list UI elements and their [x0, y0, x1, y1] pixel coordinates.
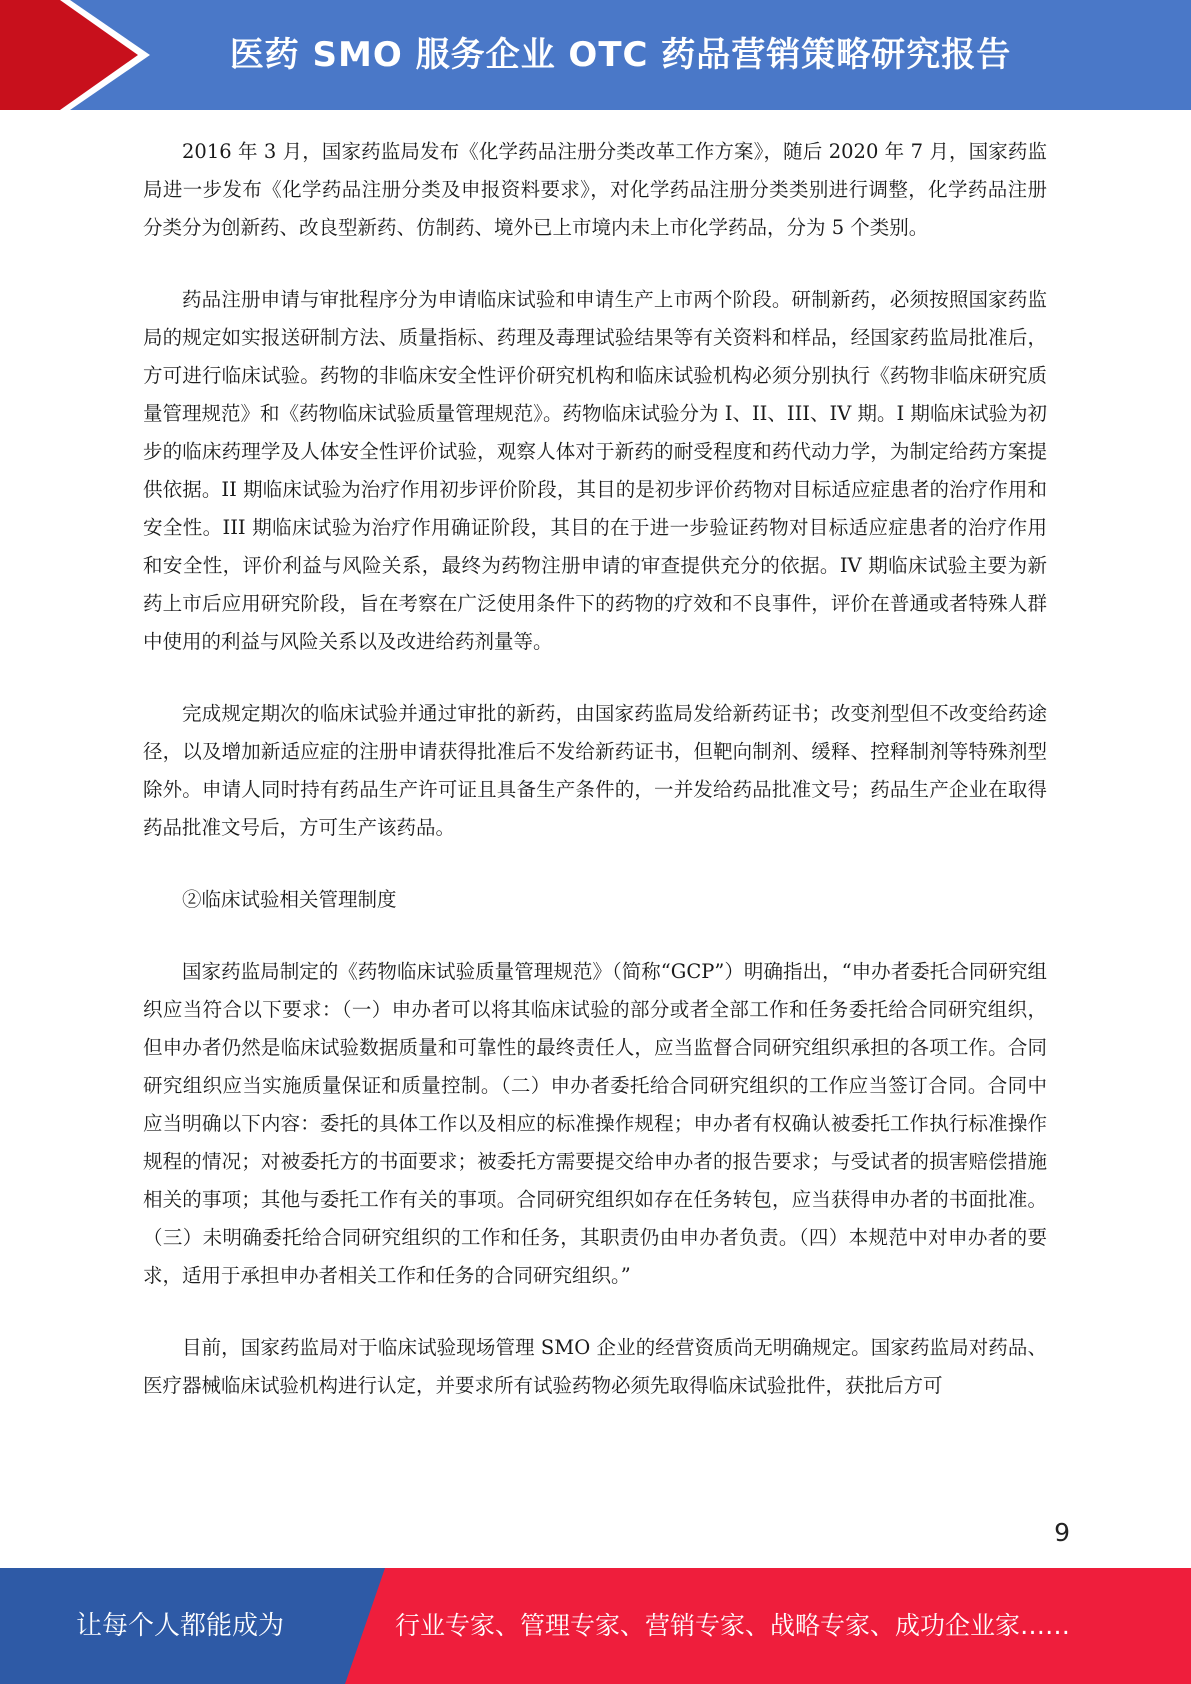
document-body	[143, 133, 1047, 1439]
paragraph: 2016 年 3 月，国家药监局发布《化学药品注册分类改革工作方案》，随后 2020 年 7 月，国家药监局进一步发布《化学药品注册分类及申报资料要求》，对化学药品注册分类类别进行调整，化学药品注册分类分为创新药、改良型新药、仿制药、境外已上市境内未上市化学药品，分为 5 个类别。	[143, 140, 1047, 239]
paragraph: 国家药监局制定的《药物临床试验质量管理规范》（简称“GCP”）明确指出，“申办者委托合同研究组织应当符合以下要求：（一）申办者可以将其临床试验的部分或者全部工作和任务委托给合同研究组织，但申办者仍然是临床试验数据质量和可靠性的最终责任人，应当监督合同研究组织承担的各项工作。合同研究组织应当实施质量保证和质量控制。（二）申办者委托给合同研究组织的工作应当签订合同。合同中应当明确以下内容：委托的具体工作以及相应的标准操作规程；申办者有权确认被委托工作执行标准操作规程的情况；对被委托方的书面要求；被委托方需要提交给申办者的报告要求；与受试者的损害赔偿措施相关的事项；其他与委托工作有关的事项。合同研究组织如存在任务转包，应当获得申办者的书面批准。（三）未明确委托给合同研究组织的工作和任务，其职责仍由申办者负责。（四）本规范中对申办者的要求，适用于承担申办者相关工作和任务的合同研究组织。”	[143, 960, 1047, 1287]
page-number: 9	[1054, 1518, 1070, 1547]
section-subheading: ②临床试验相关管理制度	[182, 888, 397, 911]
footer-slogan-right: 行业专家、管理专家、营销专家、战略专家、成功企业家……	[395, 1611, 1071, 1640]
header-chevron-icon	[0, 0, 160, 110]
page-header	[0, 0, 1191, 110]
report-title: 医药 SMO 服务企业 OTC 药品营销策略研究报告	[229, 35, 1012, 75]
paragraph: 完成规定期次的临床试验并通过审批的新药，由国家药监局发给新药证书；改变剂型但不改变给药途径，以及增加新适应症的注册申请获得批准后不发给新药证书，但靶向制剂、缓释、控释制剂等特殊剂型除外。申请人同时持有药品生产许可证且具备生产条件的，一并发给药品批准文号；药品生产企业在取得药品批准文号后，方可生产该药品。	[143, 702, 1047, 839]
page-footer	[0, 1568, 1191, 1684]
paragraph: 药品注册申请与审批程序分为申请临床试验和申请生产上市两个阶段。研制新药，必须按照国家药监局的规定如实报送研制方法、质量指标、药理及毒理试验结果等有关资料和样品，经国家药监局批准后，方可进行临床试验。药物的非临床安全性评价研究机构和临床试验机构必须分别执行《药物非临床研究质量管理规范》和《药物临床试验质量管理规范》。药物临床试验分为 I、II、III、IV 期。I 期临床试验为初步的临床药理学及人体安全性评价试验，观察人体对于新药的耐受程度和药代动力学，为制定给药方案提供依据。II 期临床试验为治疗作用初步评价阶段，其目的是初步评价药物对目标适应症患者的治疗作用和安全性。III 期临床试验为治疗作用确证阶段，其目的在于进一步验证药物对目标适应症患者的治疗作用和安全性，评价利益与风险关系，最终为药物注册申请的审查提供充分的依据。IV 期临床试验主要为新药上市后应用研究阶段，旨在考察在广泛使用条件下的药物的疗效和不良事件，评价在普通或者特殊人群中使用的利益与风险关系以及改进给药剂量等。	[143, 288, 1047, 653]
footer-slogan-left: 让每个人都能成为	[75, 1611, 284, 1641]
paragraph: 目前，国家药监局对于临床试验现场管理 SMO 企业的经营资质尚无明确规定。国家药监局对药品、医疗器械临床试验机构进行认定，并要求所有试验药物必须先取得临床试验批件，获批后方可	[143, 1336, 1047, 1397]
